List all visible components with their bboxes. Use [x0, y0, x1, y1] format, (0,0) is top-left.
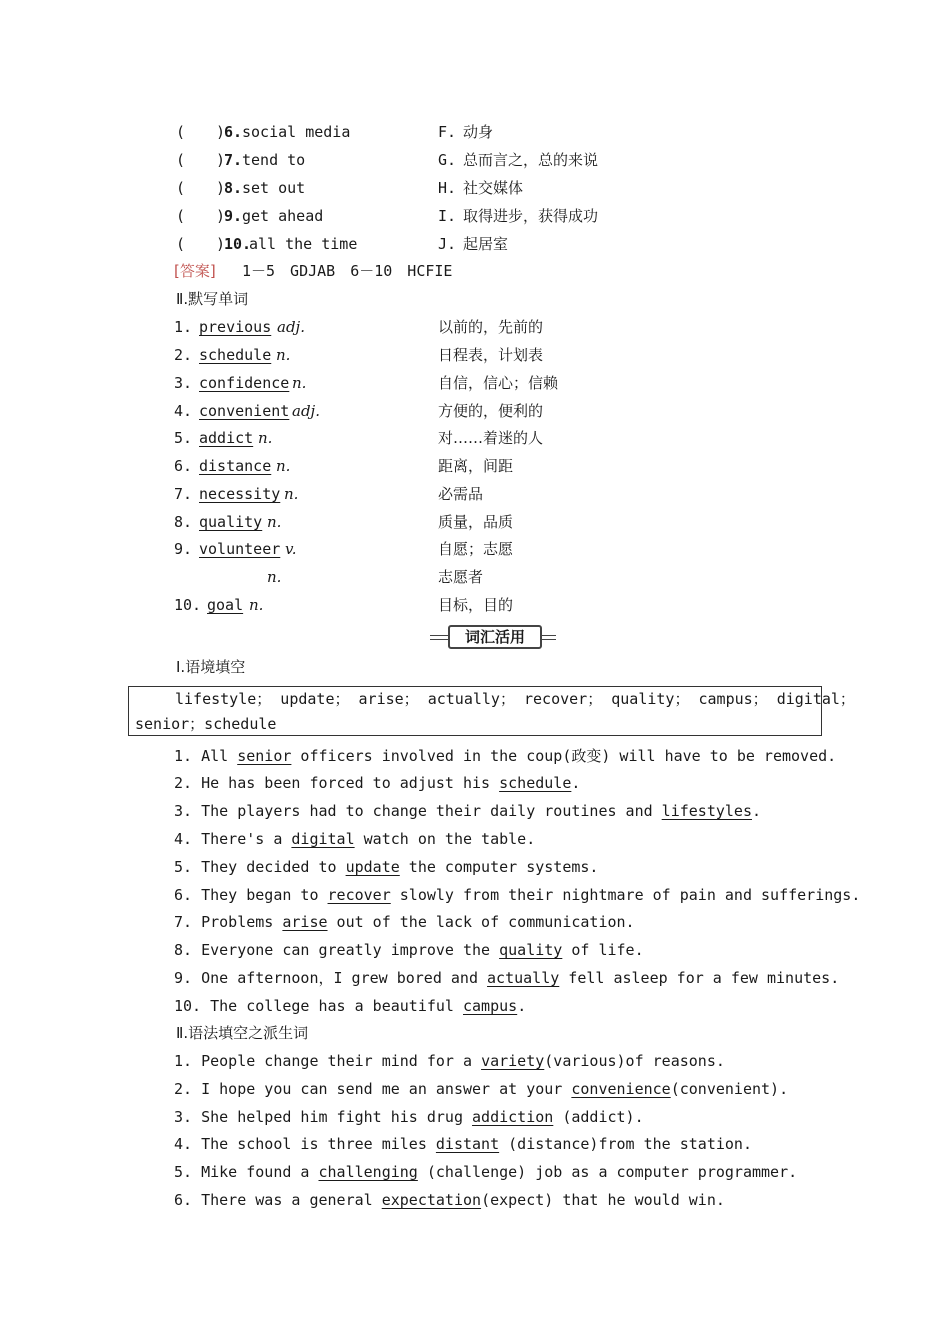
- sentence-answer: recover: [327, 886, 391, 904]
- banner-label: 词汇活用: [448, 625, 542, 649]
- vocab-number: 3.: [174, 374, 193, 392]
- sentence-answer: lifestyles: [661, 802, 752, 820]
- vocab-word: addict: [199, 429, 254, 447]
- part-of-speech: n.: [258, 429, 273, 447]
- part-of-speech: adj.: [277, 318, 305, 336]
- section-title: [0, 1021, 950, 1045]
- part-of-speech: n.: [276, 457, 291, 475]
- option-meaning: 总而言之，总的来说: [463, 151, 599, 169]
- sentence-post: fell asleep for a few minutes.: [559, 969, 840, 987]
- vocab-meaning: 日程表，计划表: [438, 346, 544, 364]
- sentence-post: (distance)from the station.: [499, 1135, 752, 1153]
- word-bank-box: [128, 686, 855, 736]
- vocab-row: [0, 593, 950, 617]
- option-meaning: 起居室: [463, 235, 509, 253]
- sentence-row: [0, 744, 950, 768]
- item-number: 7.: [224, 151, 243, 169]
- sentence-number: 1.: [174, 747, 193, 765]
- sentence-row: [0, 827, 950, 851]
- sentence-answer: challenging: [318, 1163, 418, 1181]
- sentence-number: 4.: [174, 830, 193, 848]
- phrase: set out: [242, 179, 306, 197]
- sentence-pre: Mike found a: [201, 1163, 319, 1181]
- sentence-pre: I hope you can send me an answer at your: [201, 1080, 572, 1098]
- matching-row: [0, 232, 950, 256]
- vocab-row: [0, 426, 950, 450]
- vocab-meaning: 目标，目的: [438, 596, 514, 614]
- sentence-post: officers involved in the coup(政变) will have to be removed.: [291, 747, 837, 765]
- vocab-number: 5.: [174, 429, 193, 447]
- vocab-row: [0, 537, 950, 561]
- sentence-post: .: [571, 774, 581, 792]
- sentence-post: (challenge) job as a computer programmer.: [417, 1163, 798, 1181]
- vocab-number: 6.: [174, 457, 193, 475]
- answer-paren-open: (: [176, 207, 186, 225]
- part-of-speech: n.: [267, 513, 282, 531]
- sentence-row: [0, 994, 950, 1018]
- vocab-meaning: 质量，品质: [438, 513, 514, 531]
- sentence-number: 9.: [174, 969, 193, 987]
- sentence-number: 4.: [174, 1135, 193, 1153]
- vocab-word: convenient: [199, 402, 290, 420]
- answer-paren-close: ): [216, 207, 226, 225]
- answer-paren-close: ): [216, 151, 226, 169]
- sentence-number: 3.: [174, 1108, 193, 1126]
- word-bank-line: lifestyle； update； arise； actually； recover； quality； campus； digital；: [175, 690, 855, 708]
- matching-row: [0, 176, 950, 200]
- section-2-title: Ⅱ.默写单词: [176, 290, 249, 308]
- sentence-answer: convenience: [571, 1080, 671, 1098]
- sentence-pre: Everyone can greatly improve the: [201, 941, 500, 959]
- part-of-speech: n.: [267, 568, 282, 586]
- sentence-post: (various)of reasons.: [544, 1052, 725, 1070]
- part-of-speech: n.: [276, 346, 291, 364]
- section-title: [0, 655, 950, 679]
- part-of-speech: v.: [285, 540, 297, 558]
- sentence-answer: actually: [487, 969, 560, 987]
- option-meaning: 社交媒体: [463, 179, 524, 197]
- vocab-row: [0, 565, 950, 589]
- sentence-answer: schedule: [499, 774, 572, 792]
- sentence-pre: There was a general: [201, 1191, 382, 1209]
- sentence-row: [0, 855, 950, 879]
- sentence-answer: senior: [237, 747, 292, 765]
- sentence-number: 7.: [174, 913, 193, 931]
- sentence-pre: She helped him fight his drug: [201, 1108, 473, 1126]
- sentence-pre: They began to: [201, 886, 328, 904]
- answer-paren-close: ): [216, 123, 226, 141]
- sentence-post: slowly from their nightmare of pain and sufferings.: [390, 886, 861, 904]
- matching-row: [0, 148, 950, 172]
- sentence-number: 6.: [174, 886, 193, 904]
- sentence-pre: All: [201, 747, 238, 765]
- section-title: [0, 287, 950, 311]
- sentence-row: [0, 1105, 950, 1129]
- sentence-row: [0, 910, 950, 934]
- vocab-number: 9.: [174, 540, 193, 558]
- sentence-number: 6.: [174, 1191, 193, 1209]
- vocab-row: [0, 343, 950, 367]
- sentence-answer: update: [345, 858, 400, 876]
- answer-paren-close: ): [216, 179, 226, 197]
- matching-row: [0, 120, 950, 144]
- sentence-row: [0, 938, 950, 962]
- answer-tag: [答案]: [174, 262, 216, 280]
- sentence-answer: distant: [435, 1135, 500, 1153]
- sentence-post: watch on the table.: [354, 830, 536, 848]
- sentence-row: [0, 771, 950, 795]
- vocab-row: [0, 371, 950, 395]
- vocab-word: quality: [199, 513, 263, 531]
- sentence-post: (convenient).: [670, 1080, 789, 1098]
- sentence-post: .: [751, 802, 762, 820]
- sentence-post: (addict).: [553, 1108, 644, 1126]
- phrase: get ahead: [242, 207, 324, 225]
- sentence-answer: addiction: [472, 1108, 554, 1126]
- vocab-meaning: 对……着迷的人: [438, 429, 544, 447]
- sentence-pre: They decided to: [201, 858, 346, 876]
- vocab-word: previous: [199, 318, 272, 336]
- sentence-number: 8.: [174, 941, 193, 959]
- option-letter: I.: [438, 207, 457, 225]
- option-meaning: 动身: [463, 123, 494, 141]
- sentence-pre: There's a: [201, 830, 292, 848]
- vocab-meaning: 自愿；志愿: [438, 540, 514, 558]
- vocab-meaning: 距离，间距: [438, 457, 514, 475]
- sentence-number: 2.: [174, 774, 193, 792]
- vocab-number: 1.: [174, 318, 193, 336]
- sentence-post: of life.: [562, 941, 644, 959]
- section-banner: [430, 625, 556, 647]
- answer-line: [0, 259, 950, 283]
- sentence-pre: The players had to change their daily routines and: [201, 802, 662, 820]
- sentence-row: [0, 1077, 950, 1101]
- option-letter: F.: [438, 123, 457, 141]
- vocab-meaning: 志愿者: [438, 568, 484, 586]
- sentence-pre: The college has a beautiful: [210, 997, 463, 1015]
- sentence-answer: digital: [291, 830, 355, 848]
- item-number: 8.: [224, 179, 243, 197]
- vocab-word: schedule: [199, 346, 272, 364]
- sentence-post: out of the lack of communication.: [327, 913, 635, 931]
- part-1-title: Ⅰ.语境填空: [176, 658, 246, 676]
- vocab-word: distance: [199, 457, 272, 475]
- vocab-meaning: 必需品: [438, 485, 484, 503]
- sentence-pre: The school is three miles: [201, 1135, 436, 1153]
- answer-paren-open: (: [176, 123, 186, 141]
- option-letter: G.: [438, 151, 457, 169]
- vocab-row: [0, 315, 950, 339]
- item-number: 10.: [224, 235, 252, 253]
- sentence-answer: variety: [481, 1052, 545, 1070]
- part-of-speech: adj.: [292, 402, 320, 420]
- sentence-row: [0, 1188, 950, 1212]
- phrase: social media: [242, 123, 351, 141]
- answer-paren-open: (: [176, 151, 186, 169]
- sentence-row: [0, 1160, 950, 1184]
- sentence-number: 3.: [174, 802, 193, 820]
- sentence-pre: Problems: [201, 913, 283, 931]
- part-of-speech: n.: [292, 374, 307, 392]
- vocab-meaning: 以前的，先前的: [438, 318, 544, 336]
- sentence-post: the computer systems.: [399, 858, 599, 876]
- answer-key: 1－5 GDJAB 6－10 HCFIE: [242, 262, 453, 280]
- sentence-answer: expectation: [381, 1191, 482, 1209]
- sentence-number: 5.: [174, 858, 193, 876]
- sentence-pre: One afternoon，I grew bored and: [201, 969, 488, 987]
- part-2-title: Ⅱ.语法填空之派生词: [176, 1024, 309, 1042]
- vocab-meaning: 自信，信心；信赖: [438, 374, 559, 392]
- sentence-number: 1.: [174, 1052, 193, 1070]
- sentence-row: [0, 883, 950, 907]
- vocab-row: [0, 454, 950, 478]
- answer-paren-open: (: [176, 235, 186, 253]
- item-number: 6.: [224, 123, 243, 141]
- vocab-number: 8.: [174, 513, 193, 531]
- vocab-word: confidence: [199, 374, 290, 392]
- part-of-speech: n.: [249, 596, 264, 614]
- answer-paren-open: (: [176, 179, 186, 197]
- option-letter: H.: [438, 179, 457, 197]
- part-of-speech: n.: [284, 485, 299, 503]
- word-bank-line: senior；schedule: [135, 715, 277, 733]
- vocab-number: 2.: [174, 346, 193, 364]
- sentence-pre: He has been forced to adjust his: [201, 774, 500, 792]
- sentence-answer: quality: [499, 941, 563, 959]
- sentence-row: [0, 1049, 950, 1073]
- vocab-number: 7.: [174, 485, 193, 503]
- sentence-post: (expect) that he would win.: [481, 1191, 725, 1209]
- sentence-number: 10.: [174, 997, 202, 1015]
- phrase: tend to: [242, 151, 306, 169]
- answer-paren-close: ): [216, 235, 226, 253]
- sentence-row: [0, 966, 950, 990]
- sentence-number: 2.: [174, 1080, 193, 1098]
- sentence-row: [0, 1132, 950, 1156]
- sentence-answer: campus: [463, 997, 518, 1015]
- sentence-post: .: [517, 997, 527, 1015]
- sentence-answer: arise: [282, 913, 328, 931]
- vocab-row: [0, 510, 950, 534]
- vocab-row: [0, 482, 950, 506]
- phrase: all the time: [249, 235, 358, 253]
- option-meaning: 取得进步，获得成功: [463, 207, 599, 225]
- vocab-word: necessity: [199, 485, 281, 503]
- sentence-pre: People change their mind for a: [201, 1052, 482, 1070]
- vocab-number: 10.: [174, 596, 202, 614]
- item-number: 9.: [224, 207, 243, 225]
- matching-row: [0, 204, 950, 228]
- sentence-row: [0, 799, 950, 823]
- vocab-word: goal: [207, 596, 244, 614]
- vocab-meaning: 方便的，便利的: [438, 402, 544, 420]
- vocab-word: volunteer: [199, 540, 281, 558]
- vocab-row: [0, 399, 950, 423]
- option-letter: J.: [438, 235, 457, 253]
- sentence-number: 5.: [174, 1163, 193, 1181]
- vocab-number: 4.: [174, 402, 193, 420]
